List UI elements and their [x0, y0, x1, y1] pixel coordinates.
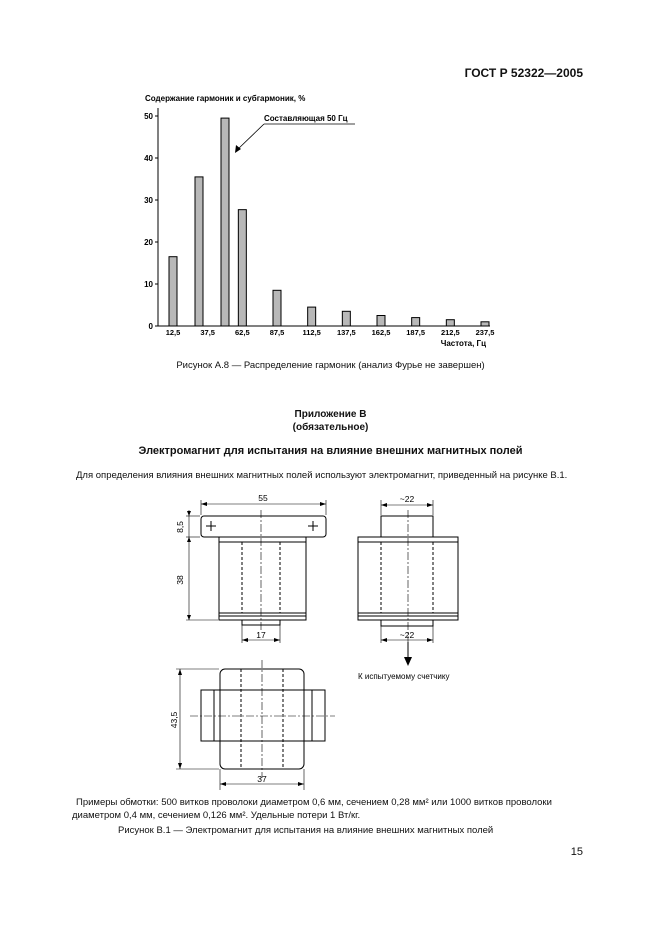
arrow-label: К испытуемому счетчику: [358, 672, 450, 681]
standard-id: ГОСТ Р 52322—2005: [464, 66, 583, 80]
chart-bar: [446, 320, 454, 326]
chart-xticks: [166, 328, 495, 337]
chart-bar: [273, 290, 281, 326]
harmonics-chart: [0, 0, 661, 360]
y-tick-label: 40: [144, 154, 153, 163]
note-line-2: диаметром 0,4 мм, сечением 0,126 мм². Удельные потери 1 Вт/кг.: [72, 810, 361, 821]
appendix-title: Приложение В: [294, 409, 367, 420]
x-tick-label: 187,5: [406, 328, 426, 337]
chart-bar: [342, 311, 350, 326]
y-tick-label: 10: [144, 280, 153, 289]
dim-55: 55: [258, 493, 268, 503]
electromagnet-drawing: [0, 480, 661, 790]
chart-bar: [412, 318, 420, 326]
chart-annotation: Составляющая 50 Гц: [264, 114, 348, 123]
chart-ylabel: Содержание гармоник и субгармоник, %: [145, 94, 306, 103]
chart-bar: [238, 210, 246, 326]
appendix-heading: Электромагнит для испытания на влияние внешних магнитных полей: [138, 445, 523, 457]
note-line-1: Примеры обмотки: 500 витков проволоки диаметром 0,6 мм, сечением 0,28 мм² или 1000 витков проволоки: [76, 797, 552, 808]
y-tick-label: 30: [144, 196, 153, 205]
chart-yticks: [144, 112, 158, 331]
page-number: 15: [570, 846, 583, 858]
x-tick-label: 237,5: [475, 328, 495, 337]
x-tick-label: 62,5: [235, 328, 250, 337]
chart-xlabel: Частота, Гц: [440, 339, 486, 348]
dim-22-top: ~22: [399, 494, 415, 504]
winding-note: [72, 796, 586, 822]
x-tick-label: 212,5: [440, 328, 460, 337]
chart-bars: [169, 118, 489, 326]
x-tick-label: 37,5: [200, 328, 215, 337]
x-tick-label: 112,5: [302, 328, 321, 337]
chart-bar: [195, 177, 203, 326]
chart-bar: [377, 316, 385, 327]
y-tick-label: 0: [148, 322, 153, 331]
y-tick-label: 50: [144, 112, 153, 121]
figure-a8-caption: Рисунок А.8 — Распределение гармоник (анализ Фурье не завершен): [176, 360, 485, 371]
x-tick-label: 162,5: [371, 328, 391, 337]
front-coil: [219, 537, 306, 620]
side-yoke: [381, 516, 433, 537]
chart-bar: [169, 257, 177, 326]
dim-43-5: 43,5: [169, 711, 179, 729]
annotation-leader: [237, 124, 264, 150]
y-tick-label: 20: [144, 238, 153, 247]
dim-37: 37: [257, 774, 267, 784]
figure-b1-caption: Рисунок В.1 — Электромагнит для испытания на влияние внешних магнитных полей: [118, 825, 494, 836]
appendix-subtitle: (обязательное): [292, 422, 369, 433]
appendix-intro: Для определения влияния внешних магнитных полей используют электромагнит, приведенный на рисунке В.1.: [76, 470, 568, 481]
dim-8-5: 8,5: [175, 521, 185, 533]
x-tick-label: 12,5: [165, 328, 181, 337]
annotation-arrowhead: [235, 145, 241, 153]
dim-17: 17: [256, 630, 266, 640]
chart-bar: [481, 322, 489, 326]
x-tick-label: 137,5: [336, 328, 356, 337]
chart-bar: [221, 118, 229, 326]
front-yoke: [201, 516, 326, 537]
x-tick-label: 87,5: [269, 328, 285, 337]
side-core: [381, 620, 433, 626]
dim-38: 38: [175, 575, 185, 585]
chart-bar: [308, 307, 316, 326]
dim-22-bottom: ~22: [399, 630, 415, 640]
